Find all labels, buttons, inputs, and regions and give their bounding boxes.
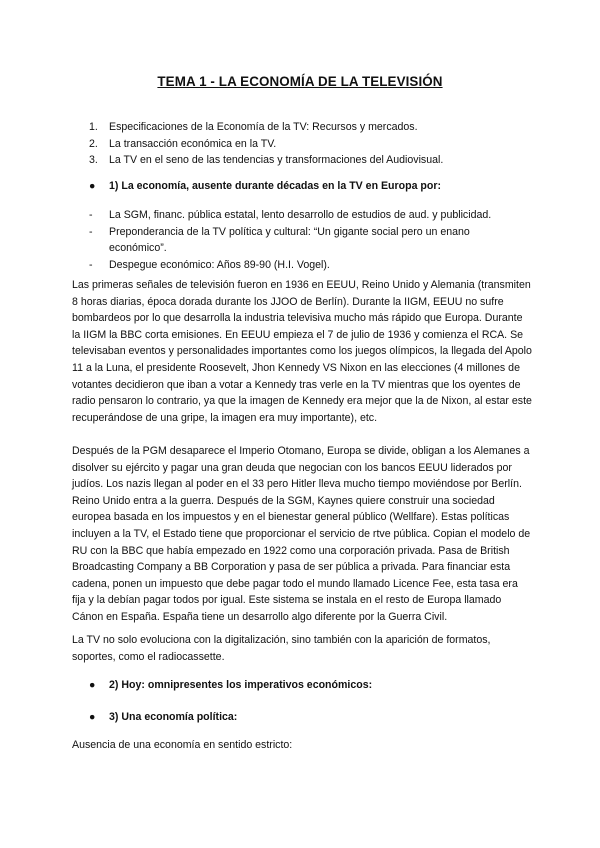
list-item bbox=[89, 257, 529, 274]
paragraph: Las primeras señales de televisión fueron en 1936 en EEUU, Reino Unido y Alemania (transmiten 8 horas diarias, época dorada durante los JJOO de Berlín). Durante la IIGM, EEUU no sufre bombardeos por lo que desarrolla la industria televisiva mucho más rápido que Europa. Durante la IIGM la BBC corta emisiones. En EEUU empieza el 7 de julio de 1936 y comienza el RCA. Se televisaban eventos y personalidades importantes como los juegos olímpicos, la llegada del Apolo 11 a la Luna, el presidente Roosevelt, Jhon Kennedy VS Nixon en las elecciones (4 millones de votantes decidieron que iban a votar a Kennedy tras verle en la TV mientras que los oyentes de radio pensaron lo contrario, ya que la imagen de Kennedy era mejor que la de Nixon, al estar este recuperándose de una gripe, la imagen era muy importante), etc. bbox=[72, 279, 532, 424]
heading-text: 2) Hoy: omnipresentes los imperativos económicos: bbox=[109, 679, 373, 691]
bullet-icon: ● bbox=[89, 180, 96, 192]
list-item bbox=[89, 224, 529, 257]
heading-text: 3) Una economía política: bbox=[109, 711, 238, 723]
paragraph: La TV no solo evoluciona con la digitalización, sino también con la aparición de formatos, soportes, como el radiocassette. bbox=[72, 634, 491, 663]
list-item bbox=[89, 136, 549, 153]
dash-marker: - bbox=[89, 225, 93, 238]
list-number: 3. bbox=[89, 154, 98, 167]
dash-marker: - bbox=[89, 209, 93, 221]
paragraph: Ausencia de una economía en sentido estricto: bbox=[72, 739, 293, 751]
dash-list bbox=[89, 207, 529, 273]
list-number: 2. bbox=[89, 137, 98, 150]
list-item-text: Especificaciones de la Economía de la TV: Recursos y mercados. bbox=[109, 121, 418, 133]
list-item bbox=[89, 152, 549, 169]
heading-text: 1) La economía, ausente durante décadas en la TV en Europa por: bbox=[109, 180, 442, 192]
list-item-text: Preponderancia de la TV política y cultural: “Un gigante social pero un enano económico”. bbox=[109, 225, 470, 255]
section-heading-1 bbox=[89, 178, 441, 194]
bullet-icon: ● bbox=[89, 679, 96, 691]
numbered-list bbox=[89, 119, 549, 169]
section-heading-2 bbox=[89, 677, 372, 693]
bullet-icon: ● bbox=[89, 711, 96, 723]
list-item bbox=[89, 207, 529, 224]
list-item-text: La transacción económica en la TV. bbox=[109, 137, 277, 150]
list-item-text: La SGM, financ. pública estatal, lento desarrollo de estudios de aud. y publicidad. bbox=[109, 209, 492, 221]
page-title: TEMA 1 - LA ECONOMÍA DE LA TELEVISIÓN bbox=[157, 74, 443, 89]
section-heading-3 bbox=[89, 709, 237, 725]
list-item-text: La TV en el seno de las tendencias y transformaciones del Audiovisual. bbox=[109, 154, 444, 167]
list-item-text: Despegue económico: Años 89-90 (H.I. Vogel). bbox=[109, 258, 330, 271]
list-number: 1. bbox=[89, 121, 98, 133]
list-item bbox=[89, 119, 549, 136]
dash-marker: - bbox=[89, 258, 93, 271]
paragraph: Después de la PGM desaparece el Imperio Otomano, Europa se divide, obligan a los Alemanes a disolver su ejército y pagar una gran deuda que negocian con los bancos EEUU liderados por judíos. Los nazis llegan al poder en el 33 pero Hitler lleva mucho tiempo moviéndose por Berlín. Reino Unido entra a la guerra. Después de la SGM, Kaynes quiere construir una sociedad europea basada en los impuestos y en el bienestar general público (Wellfare). Estas políticas incluyen a la TV, el Estado tiene que proporcionar el servicio de rtve pública. Copian el modelo de RU con la BBC que había empezado en 1922 como una corporación privada. Pasa de British Broadcasting Company a BB Corporation y pasa de ser pública a privada. Para financiar esta cadena, ponen un impuesto que debe pagar todo el mundo llamado Licence Fee, esta tasa era fija y la debían pagar todos por igual. Este sistema se instala en el resto de Europa llamado Cánon en España. España tiene un desarrollo algo diferente por la Guerra Civil. bbox=[72, 445, 531, 623]
